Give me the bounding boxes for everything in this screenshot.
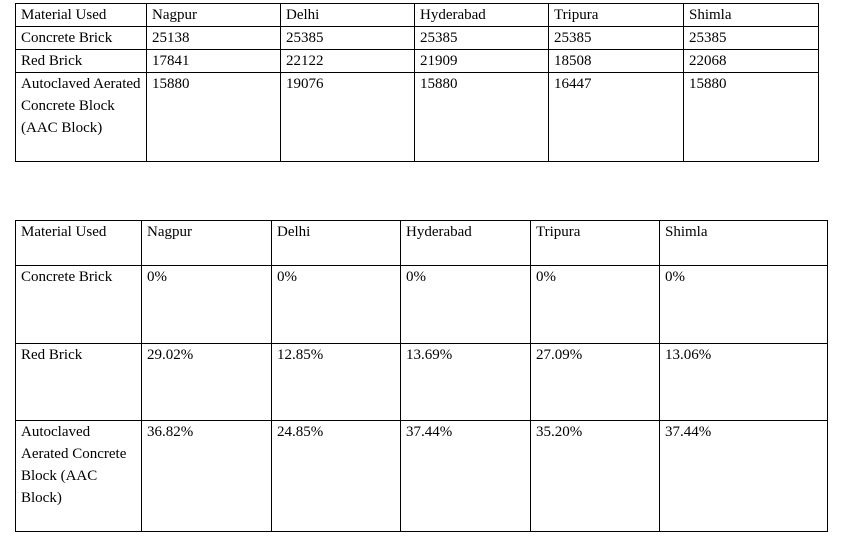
table-cell: 0% — [531, 266, 660, 344]
table-row — [16, 27, 819, 50]
table-row — [16, 266, 828, 344]
table-cell: 35.20% — [531, 421, 660, 532]
table-cell: 37.44% — [660, 421, 828, 532]
table-cell: 19076 — [281, 73, 415, 162]
header-cell: Delhi — [272, 221, 401, 266]
table-cell: Red Brick — [16, 344, 142, 421]
table-cell: 25385 — [549, 27, 684, 50]
table-cell: 12.85% — [272, 344, 401, 421]
table-cell: Autoclaved Aerated Concrete Block (AAC Block) — [16, 73, 147, 162]
table-row — [16, 50, 819, 73]
table-cell: Autoclaved Aerated Concrete Block (AAC Block) — [16, 421, 142, 532]
table-cell: 36.82% — [142, 421, 272, 532]
table-header-row — [16, 4, 819, 27]
table-cell: 0% — [660, 266, 828, 344]
header-cell: Tripura — [549, 4, 684, 27]
table-cell: 25138 — [147, 27, 281, 50]
table-cell: 15880 — [684, 73, 819, 162]
header-cell: Nagpur — [147, 4, 281, 27]
table-row — [16, 73, 819, 162]
header-cell: Nagpur — [142, 221, 272, 266]
table-cell: 16447 — [549, 73, 684, 162]
header-cell: Delhi — [281, 4, 415, 27]
header-cell: Hyderabad — [401, 221, 531, 266]
table-cell: 0% — [142, 266, 272, 344]
table-row — [16, 344, 828, 421]
table-cell: 13.06% — [660, 344, 828, 421]
table-cell: 25385 — [281, 27, 415, 50]
header-cell: Shimla — [684, 4, 819, 27]
table-cell: 21909 — [415, 50, 549, 73]
header-cell: Shimla — [660, 221, 828, 266]
table-cell: 29.02% — [142, 344, 272, 421]
table-cell: 27.09% — [531, 344, 660, 421]
table-cell: 24.85% — [272, 421, 401, 532]
table-cell: 0% — [401, 266, 531, 344]
table-cell: 18508 — [549, 50, 684, 73]
table-cell: 0% — [272, 266, 401, 344]
header-cell: Tripura — [531, 221, 660, 266]
table-header-row — [16, 221, 828, 266]
percentage-table — [15, 220, 828, 532]
header-cell: Hyderabad — [415, 4, 549, 27]
cost-table — [15, 3, 819, 162]
table-cell: 25385 — [415, 27, 549, 50]
table-cell: 37.44% — [401, 421, 531, 532]
table-cell: 15880 — [147, 73, 281, 162]
header-cell: Material Used — [16, 4, 147, 27]
table-row — [16, 421, 828, 532]
table-cell: 15880 — [415, 73, 549, 162]
table-cell: Concrete Brick — [16, 27, 147, 50]
header-cell: Material Used — [16, 221, 142, 266]
table-cell: 22068 — [684, 50, 819, 73]
table-cell: 22122 — [281, 50, 415, 73]
table-cell: 17841 — [147, 50, 281, 73]
table-cell: 13.69% — [401, 344, 531, 421]
table-cell: 25385 — [684, 27, 819, 50]
table-cell: Red Brick — [16, 50, 147, 73]
table-cell: Concrete Brick — [16, 266, 142, 344]
